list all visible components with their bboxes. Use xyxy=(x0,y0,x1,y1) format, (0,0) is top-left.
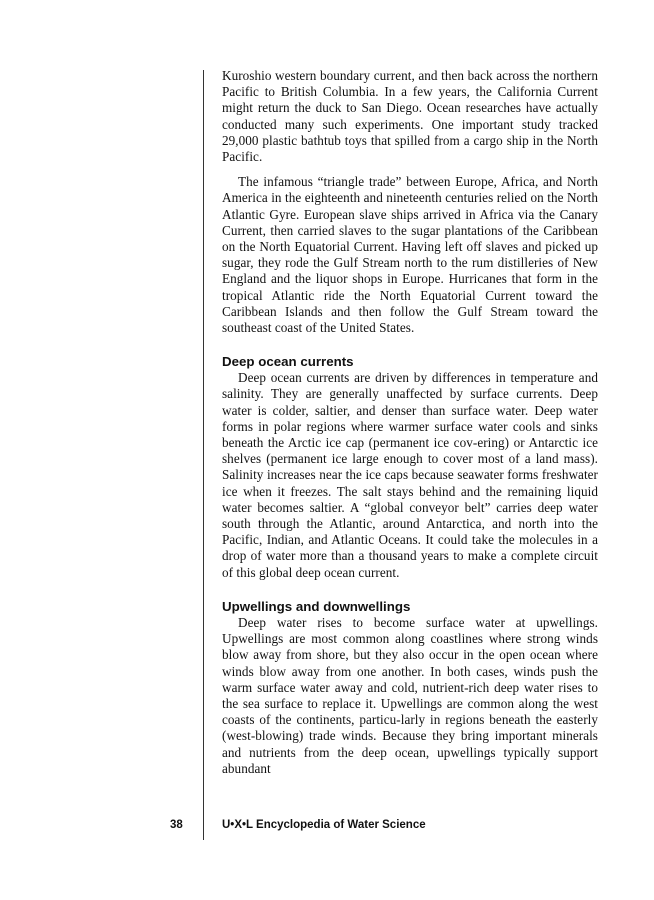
page-number: 38 xyxy=(170,819,183,831)
section-heading-upwellings: Upwellings and downwellings xyxy=(222,598,411,614)
paragraph-upwellings: Deep water rises to become surface water at upwellings. Upwellings are most common along coastlines where strong winds blow away from shore, but they also occur in the open ocean where winds blow away from one another. In both cases, winds push the warm surface water away and cold, nutrient-rich deep water rises to the sea surface to replace it. Upwellings are common along the west coasts of the continents, particu-larly in regions beneath the easterly (west-blowing) trade winds. Because they bring important minerals and nutrients from the deep ocean, upwellings typically support abundant xyxy=(222,614,598,776)
book-title: U•X•L Encyclopedia of Water Science xyxy=(222,819,426,831)
margin-rule xyxy=(203,70,204,840)
paragraph-deep-ocean-currents: Deep ocean currents are driven by differences in temperature and salinity. They are generally unaffected by surface currents. Deep water is colder, saltier, and denser than surface water. Deep water forms in polar regions where warmer surface water cools and sinks beneath the Arctic ice cap (permanent ice cov-ering) or Antarctic ice shelves (permanent ice large enough to cover most of a land mass). Salinity increases near the ice caps because seawater forms freshwater ice when it freezes. The salt stays behind and the remaining liquid water becomes saltier. A “global conveyor belt” carries deep water south through the Atlantic, around Antarctica, and north into the Pacific, Indian, and Atlantic Oceans. It could take the molecules in a drop of water more than a thousand years to make a complete circuit of this global deep ocean current. xyxy=(222,370,598,580)
paragraph-triangle-trade: The infamous “triangle trade” between Europe, Africa, and North America in the eighteenth and nineteenth centuries relied on the North Atlantic Gyre. European slave ships arrived in Africa via the Canary Current, then carried slaves to the sugar plantations of the Caribbean on the North Equatorial Current. Having left off slaves and picked up sugar, they rode the Gulf Stream north to the rum distilleries of New England and the liquor shops in Europe. Hurricanes that form in the tropical Atlantic ride the North Equatorial Current toward the Caribbean Islands and then follow the Gulf Stream toward the southeast coast of the United States. xyxy=(222,174,598,336)
paragraph-continuation: Kuroshio western boundary current, and then back across the northern Pacific to British Columbia. In a few years, the California Current might return the duck to San Diego. Ocean researches have actually conducted many such experiments. One important study tracked 29,000 plastic bathtub toys that spilled from a cargo ship in the North Pacific. xyxy=(222,68,598,165)
page-footer xyxy=(0,819,654,835)
section-heading-deep-ocean-currents: Deep ocean currents xyxy=(222,354,354,370)
page-body xyxy=(222,68,598,777)
